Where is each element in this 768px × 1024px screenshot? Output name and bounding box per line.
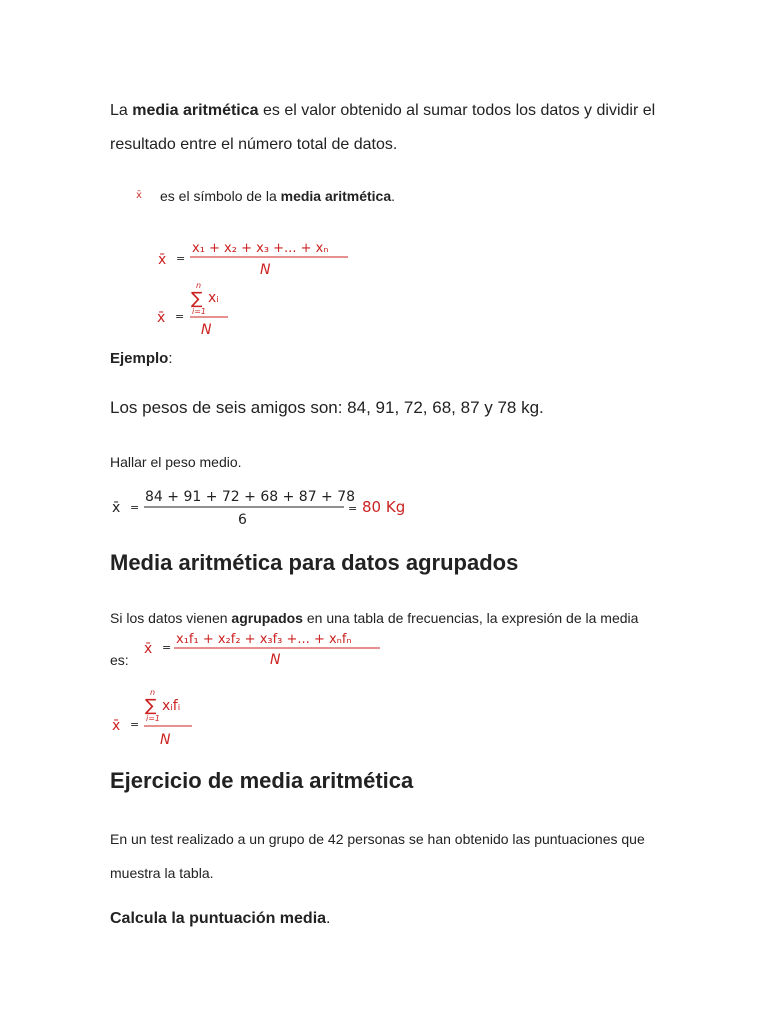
ejemplo-bold: Ejemplo [110, 350, 169, 367]
ejemplo-post: : [168, 350, 173, 367]
intro-pre: La [110, 102, 133, 119]
formula1-eq: = [176, 252, 186, 265]
formula1-numerator: x₁ + x₂ + x₃ +... + xₙ [192, 241, 329, 256]
formula2-sum-top: n [196, 281, 202, 290]
mean-symbol-icon: x̄ [136, 190, 142, 201]
calcula-bold: Calcula la puntuación media [110, 910, 327, 927]
formula3-result: 80 Kg [362, 498, 406, 516]
formula4-denominator: N [270, 652, 281, 668]
formula-example-calculation [108, 486, 418, 530]
formula3-numerator: 84 + 91 + 72 + 68 + 87 + 78 [145, 489, 356, 505]
formula5-sum-bottom: i=1 [146, 714, 161, 723]
intro-post: es el valor obtenido al sumar todos los datos y dividir el resultado entre el número total de datos. [110, 102, 656, 153]
hallar-text: Hallar el peso medio. [110, 454, 242, 470]
formula2-lhs: x̄ [157, 310, 166, 326]
intro-term: media aritmética [132, 102, 259, 119]
bullet-pre: es el símbolo de la [160, 188, 281, 204]
formula-grouped-summation [108, 686, 218, 750]
formula2-denominator: N [201, 322, 212, 338]
agrupados-post: en una tabla de frecuencias, la expresión de la media [302, 610, 639, 626]
formula4-numerator: x₁f₁ + x₂f₂ + x₃f₃ +... + xₙfₙ [176, 632, 352, 647]
bullet-text [160, 186, 395, 206]
test-paragraph: En un test realizado a un grupo de 42 personas se han obtenido las puntuaciones que muestra la tabla. [110, 831, 645, 881]
agrupados-pre: Si los datos vienen [110, 610, 232, 626]
formula4-lhs: x̄ [144, 641, 153, 657]
intro-paragraph [110, 94, 670, 162]
formula2-sum-sign: ∑ [191, 289, 203, 309]
ejemplo-label [110, 350, 173, 367]
formula3-eq: = [130, 501, 140, 514]
calcula-instruction [110, 910, 331, 928]
formula1-denominator: N [260, 262, 271, 278]
formula5-denominator: N [160, 732, 171, 748]
es-label: es: [110, 652, 129, 668]
formula2-term: xᵢ [208, 290, 219, 306]
formula3-eq2: = [348, 502, 358, 515]
formula5-eq: = [130, 718, 140, 731]
formula5-sum-sign: ∑ [145, 696, 157, 716]
agrupados-term: agrupados [231, 610, 303, 626]
bullet-term: media aritmética [280, 188, 392, 204]
formula5-lhs: x̄ [112, 718, 121, 734]
heading-ejercicio: Ejercicio de media aritmética [110, 768, 414, 793]
formula5-term: xᵢfᵢ [162, 698, 181, 714]
problem-statement: Los pesos de seis amigos son: 84, 91, 72, 68, 87 y 78 kg. [110, 398, 544, 417]
formula2-sum-bottom: i=1 [192, 307, 207, 316]
formula-mean-summation [150, 280, 260, 340]
formula3-denominator: 6 [238, 512, 247, 528]
formula-grouped-mean [140, 628, 385, 670]
formula1-lhs: x̄ [158, 252, 167, 268]
bullet-post: . [391, 188, 396, 204]
formula5-sum-top: n [150, 688, 156, 697]
heading-datos-agrupados: Media aritmética para datos agrupados [110, 550, 519, 575]
calcula-post: . [326, 910, 331, 927]
formula2-eq: = [175, 310, 185, 323]
formula-mean-definition [150, 236, 360, 280]
formula3-lhs: x̄ [112, 500, 121, 516]
agrupados-paragraph [110, 610, 670, 626]
formula4-eq: = [162, 641, 172, 654]
